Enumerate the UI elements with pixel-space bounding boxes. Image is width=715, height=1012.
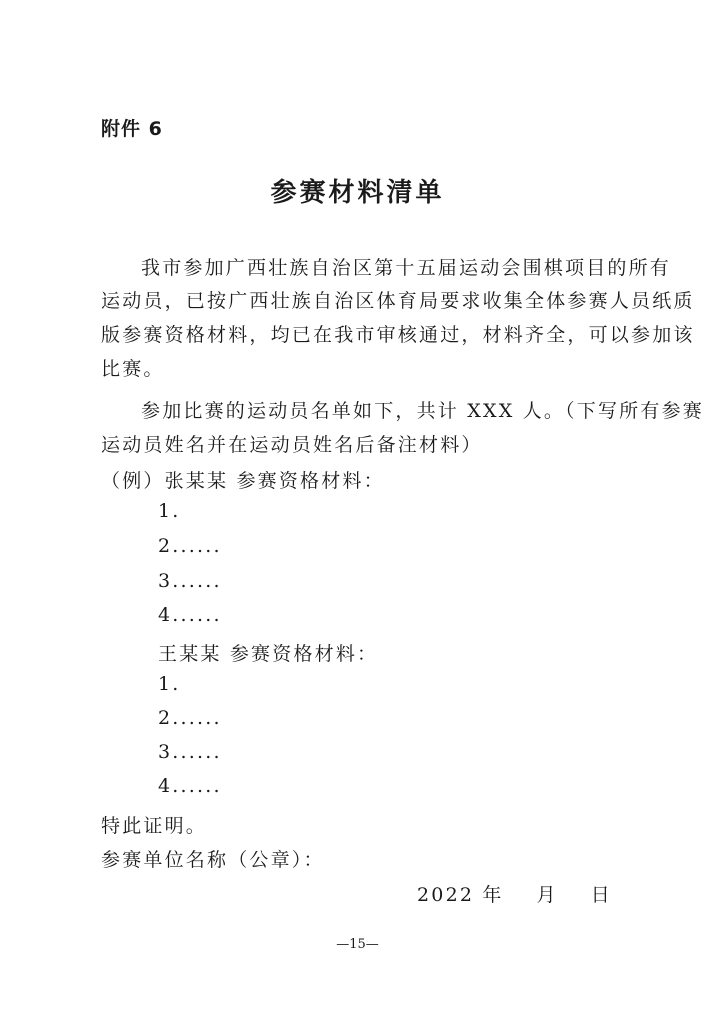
athlete2-item-4: 4...... bbox=[158, 775, 222, 797]
document-title: 参赛材料清单 bbox=[270, 178, 445, 208]
athlete2-heading: 王某某 参赛资格材料： bbox=[158, 643, 379, 665]
date-line: 2022 年 月 日 bbox=[417, 884, 612, 906]
athlete2-item-3: 3...... bbox=[158, 741, 222, 763]
certify-text: 特此证明。 bbox=[101, 815, 208, 837]
athlete2-item-2: 2...... bbox=[158, 707, 222, 729]
athlete1-heading: （例）张某某 参赛资格材料： bbox=[101, 470, 385, 492]
paragraph2-line2: 运动员姓名并在运动员姓名后备注材料） bbox=[101, 434, 483, 456]
athlete2-item-1: 1. bbox=[158, 673, 181, 695]
paragraph1-line1: 我市参加广西壮族自治区第十五届运动会围棋项目的所有 bbox=[141, 257, 672, 279]
athlete1-item-2: 2...... bbox=[158, 535, 222, 557]
athlete1-item-3: 3...... bbox=[158, 570, 222, 592]
attachment-label: 附件 6 bbox=[101, 118, 163, 140]
athlete1-item-1: 1. bbox=[158, 500, 181, 522]
page-number: —15— bbox=[336, 937, 379, 952]
paragraph1-line2: 运动员，已按广西壮族自治区体育局要求收集全体参赛人员纸质 bbox=[101, 290, 695, 312]
paragraph1-line4: 比赛。 bbox=[101, 358, 165, 380]
paragraph2-line1: 参加比赛的运动员名单如下，共计 XXX 人。（下写所有参赛 bbox=[141, 400, 704, 422]
athlete1-item-4: 4...... bbox=[158, 604, 222, 626]
paragraph1-line3: 版参赛资格材料，均已在我市审核通过，材料齐全，可以参加该 bbox=[101, 324, 695, 346]
unit-name-label: 参赛单位名称（公章）： bbox=[101, 849, 325, 871]
